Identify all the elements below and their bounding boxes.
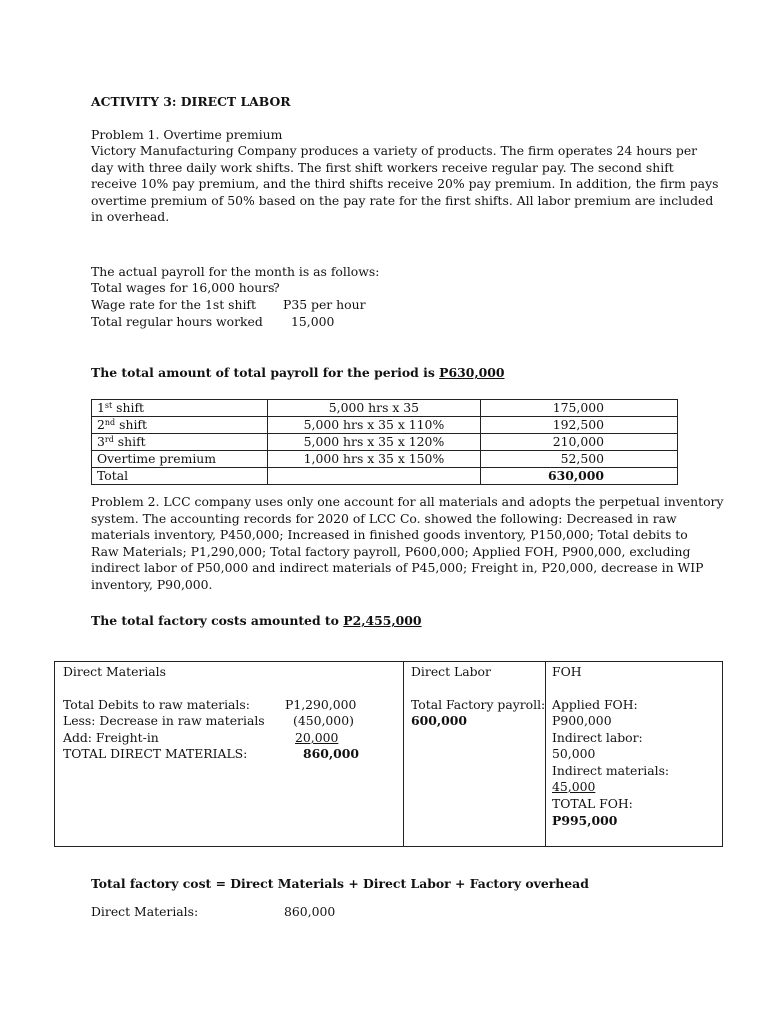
dl-value: 600,000 — [411, 713, 468, 728]
paragraph-line: in overhead. — [91, 209, 170, 224]
foh-line: Indirect labor: — [552, 730, 643, 745]
answer-value: P2,455,000 — [343, 613, 422, 628]
dm-value: (450,000) — [293, 713, 354, 728]
table-row — [92, 417, 678, 434]
foh-header: FOH — [552, 664, 582, 679]
problem1-paragraph — [91, 143, 719, 226]
total-amount: 630,000 — [481, 468, 678, 485]
dl-label: Total Factory payroll: — [411, 697, 546, 712]
table-row — [92, 434, 678, 451]
empty-cell — [267, 468, 481, 485]
foh-line: 45,000 — [552, 779, 596, 794]
paragraph-line: overtime premium of 50% based on the pay rate for the first shifts. All labor premium are included — [91, 192, 714, 208]
answer-value: P630,000 — [439, 365, 505, 380]
payroll-label: Wage rate for the 1st shift — [91, 297, 256, 312]
foh-line: Applied FOH: — [552, 697, 638, 712]
payroll-intro: The actual payroll for the month is as follows: — [91, 264, 380, 279]
paragraph-line: Victory Manufacturing Company produces a variety of products. The firm operates 24 hours per — [91, 143, 698, 158]
table-total-row — [92, 468, 678, 485]
dm-summary-label: Direct Materials: — [91, 904, 199, 919]
amount-cell: 52,500 — [481, 451, 678, 468]
calc-cell: 1,000 hrs x 35 x 150% — [267, 451, 481, 468]
paragraph-line: inventory, P90,000. — [91, 576, 213, 592]
shift-cell: 1st shift — [92, 400, 268, 417]
shift-cell: 3rd shift — [92, 434, 268, 451]
payroll-label: Total wages for 16,000 hours — [91, 280, 275, 295]
payroll-label: Total regular hours worked — [91, 314, 263, 329]
calc-cell: 5,000 hrs x 35 — [267, 400, 481, 417]
foh-line: TOTAL FOH: — [552, 796, 633, 811]
payroll-value: P35 per hour — [283, 297, 366, 312]
paragraph-line: receive 10% pay premium, and the third shifts receive 20% pay premium. In addition, the firm pays — [91, 176, 719, 191]
paragraph-line: Raw Materials; P1,290,000; Total factory payroll, P600,000; Applied FOH, P900,000, excluding — [91, 543, 691, 559]
foh-line: P900,000 — [552, 713, 612, 728]
payroll-table — [91, 399, 678, 485]
problem2-answer — [91, 613, 422, 630]
dm-header: Direct Materials — [63, 664, 166, 679]
amount-cell: 210,000 — [481, 434, 678, 451]
dm-value: 20,000 — [295, 730, 339, 745]
answer-text: The total amount of total payroll for the period is — [91, 365, 435, 380]
table-row — [92, 400, 678, 417]
paragraph-line: day with three daily work shifts. The first shift workers receive regular pay. The second shift — [91, 159, 674, 175]
paragraph-line: materials inventory, P450,000; Increased in finished goods inventory, P150,000; Total debits to — [91, 527, 688, 542]
paragraph-line: Problem 2. LCC company uses only one account for all materials and adopts the perpetual inventory — [91, 494, 724, 509]
foh-total: P995,000 — [552, 813, 618, 828]
dm-label: Less: Decrease in raw materials — [63, 713, 265, 728]
paragraph-line: system. The accounting records for 2020 of LCC Co. showed the following: Decreased in raw — [91, 510, 677, 526]
calc-cell: 5,000 hrs x 35 x 110% — [267, 417, 481, 434]
shift-cell: Overtime premium — [92, 451, 268, 468]
payroll-value: 15,000 — [291, 314, 335, 329]
foh-line: 50,000 — [552, 746, 596, 761]
dm-value: P1,290,000 — [285, 697, 357, 712]
column-divider — [403, 661, 404, 847]
amount-cell: 175,000 — [481, 400, 678, 417]
foh-line: Indirect materials: — [552, 763, 670, 778]
table-row — [92, 451, 678, 468]
column-divider — [545, 661, 546, 847]
problem2-paragraph — [91, 494, 724, 593]
amount-cell: 192,500 — [481, 417, 678, 434]
shift-cell: 2nd shift — [92, 417, 268, 434]
dm-total-value: 860,000 — [303, 746, 360, 761]
answer-text: The total factory costs amounted to — [91, 613, 339, 628]
dm-label: Add: Freight-in — [63, 730, 159, 745]
calc-cell: 5,000 hrs x 35 x 120% — [267, 434, 481, 451]
payroll-value: ? — [273, 280, 280, 295]
activity-title: ACTIVITY 3: DIRECT LABOR — [91, 94, 291, 109]
dl-header: Direct Labor — [411, 664, 491, 679]
paragraph-line: indirect labor of P50,000 and indirect materials of P45,000; Freight in, P20,000, decrease in WIP — [91, 560, 704, 575]
dm-label: TOTAL DIRECT MATERIALS: — [63, 746, 248, 761]
problem1-heading: Problem 1. Overtime premium — [91, 127, 283, 142]
problem1-answer — [91, 365, 505, 382]
dm-label: Total Debits to raw materials: — [63, 697, 250, 712]
total-label: Total — [92, 468, 268, 485]
dm-summary-value: 860,000 — [284, 904, 336, 919]
formula-line: Total factory cost = Direct Materials + Direct Labor + Factory overhead — [91, 876, 589, 891]
